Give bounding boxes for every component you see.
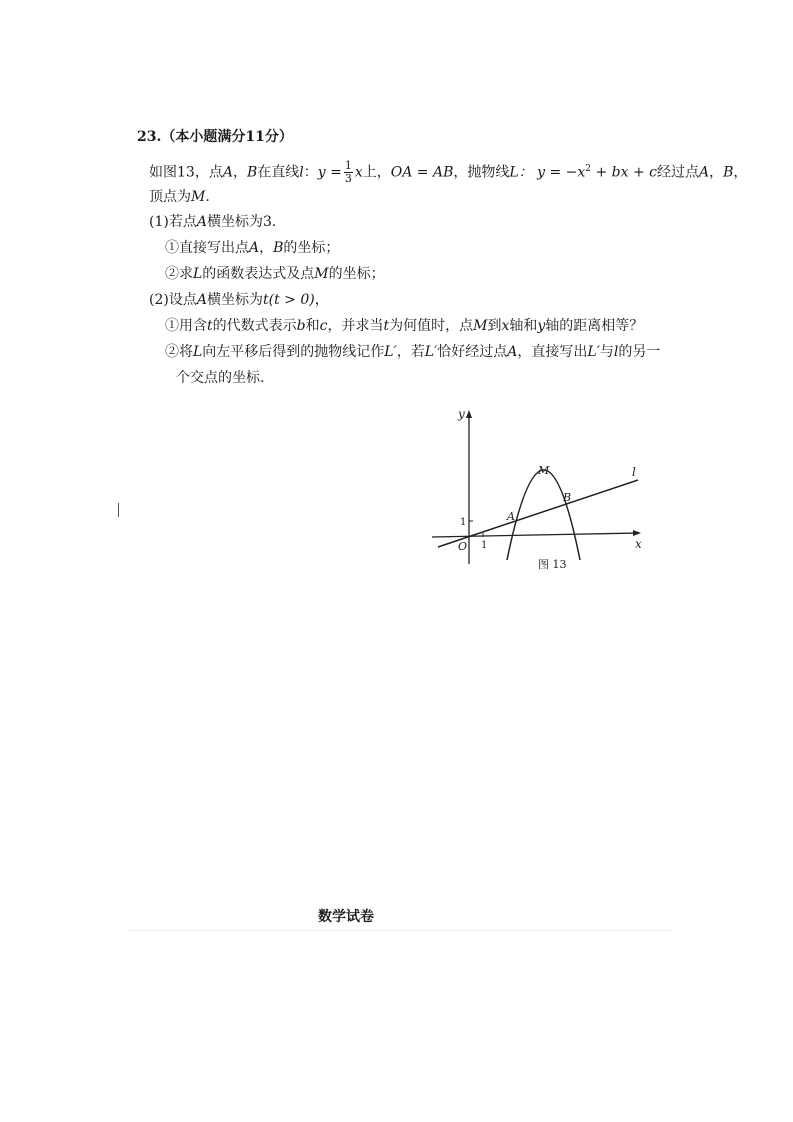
part1-label: (1)若点A横坐标为3. — [149, 214, 277, 230]
fraction-one-third: $\frac{1}{3}$ — [344, 159, 352, 186]
part1-sub1: ①直接写出点A，B的坐标； — [165, 240, 340, 256]
part2-sub2: ②将L向左平移后得到的抛物线记作L′，若L′恰好经过点A，直接写出L′与l的另一 — [165, 344, 661, 360]
bottom-rule — [128, 930, 673, 931]
y-one-label: 1 — [460, 517, 467, 528]
part2-sub1: ①用含t的代数式表示b和c，并求当t为何值时，点M到x轴和y轴的距离相等？ — [165, 318, 644, 334]
point-A-label: A — [507, 510, 515, 523]
figure-caption: 图 13 — [538, 558, 567, 571]
y-axis-arrow-icon — [466, 410, 472, 418]
part2-sub2-continued: 个交点的坐标. — [176, 370, 265, 386]
figure-13 — [428, 402, 660, 580]
x-one-label: 1 — [481, 540, 488, 551]
line-l — [438, 480, 638, 547]
x-axis-label: x — [635, 537, 642, 551]
page-footer: 数学试卷 — [318, 909, 374, 925]
y-axis-label: y — [458, 407, 465, 421]
parabola-L — [507, 470, 580, 560]
vertex-M-label: M — [538, 464, 550, 477]
line-l-label: l — [632, 465, 636, 479]
question-header: 23.（本小题满分11分） — [137, 129, 293, 145]
part1-sub2: ②求L的函数表达式及点M的坐标； — [165, 266, 385, 282]
x-axis — [432, 533, 638, 537]
point-B-label: B — [563, 491, 572, 504]
scan-edge-mark — [118, 503, 119, 517]
part2-label: (2)设点A横坐标为t(t > 0)， — [149, 292, 329, 308]
figure-13-svg — [428, 402, 660, 580]
intro-line-1: 如图13，点A，B在直线l：y = $\frac{1}{3}$ x上，OA = AB，抛物线L： $y = -x^2$ + bx + c经过点A，B， — [149, 159, 748, 186]
x-axis-arrow-icon — [633, 530, 641, 536]
origin-label: O — [458, 540, 468, 553]
intro-line-2: 顶点为M. — [149, 189, 210, 205]
